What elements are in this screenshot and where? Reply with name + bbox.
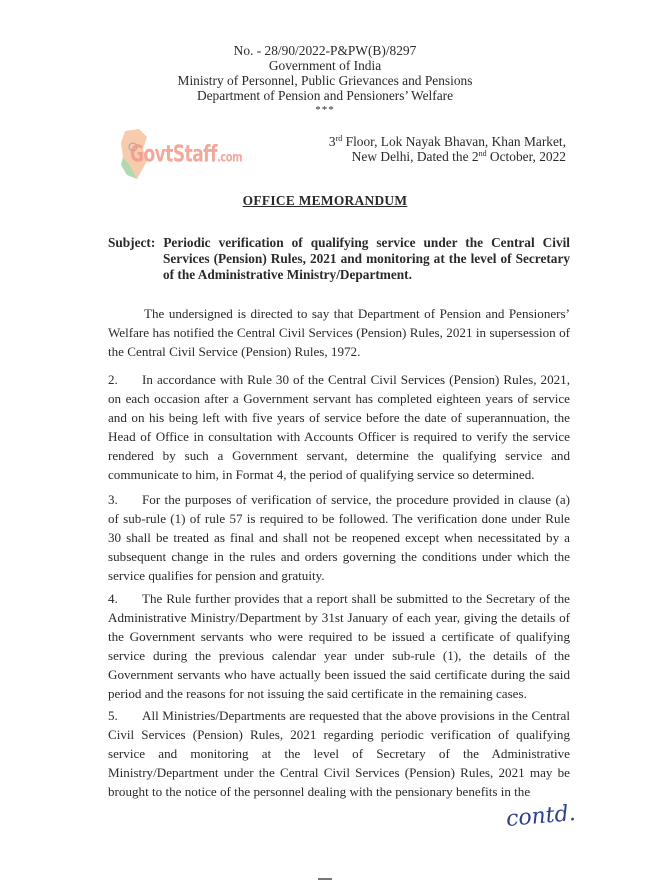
govtstaff-watermark-logo [117, 127, 243, 183]
government-line: Government of India [268, 58, 382, 73]
paragraph-5: 5. All Ministries/Departments are requested that the above provisions in the Central Civil Services (Pension) Rules, 2021 regarding periodic verification of qualifying service and monitoring at the level of Secretary of the Administrative Ministry/Department under the Central Civil Services (Pension) Rules, 2021 may be brought to the notice of the personnel dealing with the pensionary benefits in the [108, 708, 570, 799]
logo-wordmark: GovtStaff.com [130, 141, 243, 168]
paragraph-4: 4. The Rule further provides that a report shall be submitted to the Secretary of the Administrative Ministry/Department by 31st January of each year, giving the details of the Government servants who were required to be issued a certificate of qualifying service during the previous calendar year under sub-rule (1), the details of the Government servants who have actually been issued the said certificate during the said period and the reasons for not issuing the said certificate in the remaining cases. [108, 591, 570, 701]
file-number: No. - 28/90/2022-P&PW(B)/8297 [233, 43, 417, 58]
subject-text: Periodic verification of qualifying service under the Central Civil Services (Pension) Rules, 2021 and monitoring at the level of Secretary of the Administrative Ministry/Department. [163, 235, 570, 282]
department-line: Department of Pension and Pensioners’ Welfare [196, 88, 454, 103]
paragraph-2: 2. In accordance with Rule 30 of the Central Civil Services (Pension) Rules, 2021, on each occasion after a Government servant has completed eighteen years of service and on his being left with five years of service before the date of superannuation, the Head of Office in consultation with Accounts Officer is required to verify the service rendered by such a Government servant, determine the qualifying service and communicate to him, in Format 4, the period of qualifying service so determined. [108, 372, 570, 482]
office-memorandum-title: OFFICE MEMORANDUM [242, 193, 408, 208]
office-address: 3rd Floor, Lok Nayak Bhavan, Khan Market, [328, 134, 566, 149]
memo-date: New Delhi, Dated the 2nd October, 2022 [351, 149, 566, 164]
ministry-line: Ministry of Personnel, Public Grievances and Pensions [177, 73, 473, 88]
subject-label: Subject: [108, 235, 156, 250]
page-number-mark [318, 878, 332, 880]
memo-subject [108, 235, 570, 283]
header-separator: *** [315, 104, 335, 116]
paragraph-1: The undersigned is directed to say that Department of Pension and Pensioners’ Welfare has notified the Central Civil Services (Pension) Rules, 2021 in supersession of the Central Civil Service (Pension) Rules, 1972. [108, 306, 570, 359]
paragraph-3: 3. For the purposes of verification of service, the procedure provided in clause (a) of sub-rule (1) of rule 57 is required to be followed. The verification done under Rule 30 shall be treated as final and shall not be reopened except when necessitated by a subsequent change in the rules and orders governing the conditions under which the service qualifies for pension and gratuity. [108, 492, 570, 583]
continued-note: contd. [505, 801, 577, 832]
